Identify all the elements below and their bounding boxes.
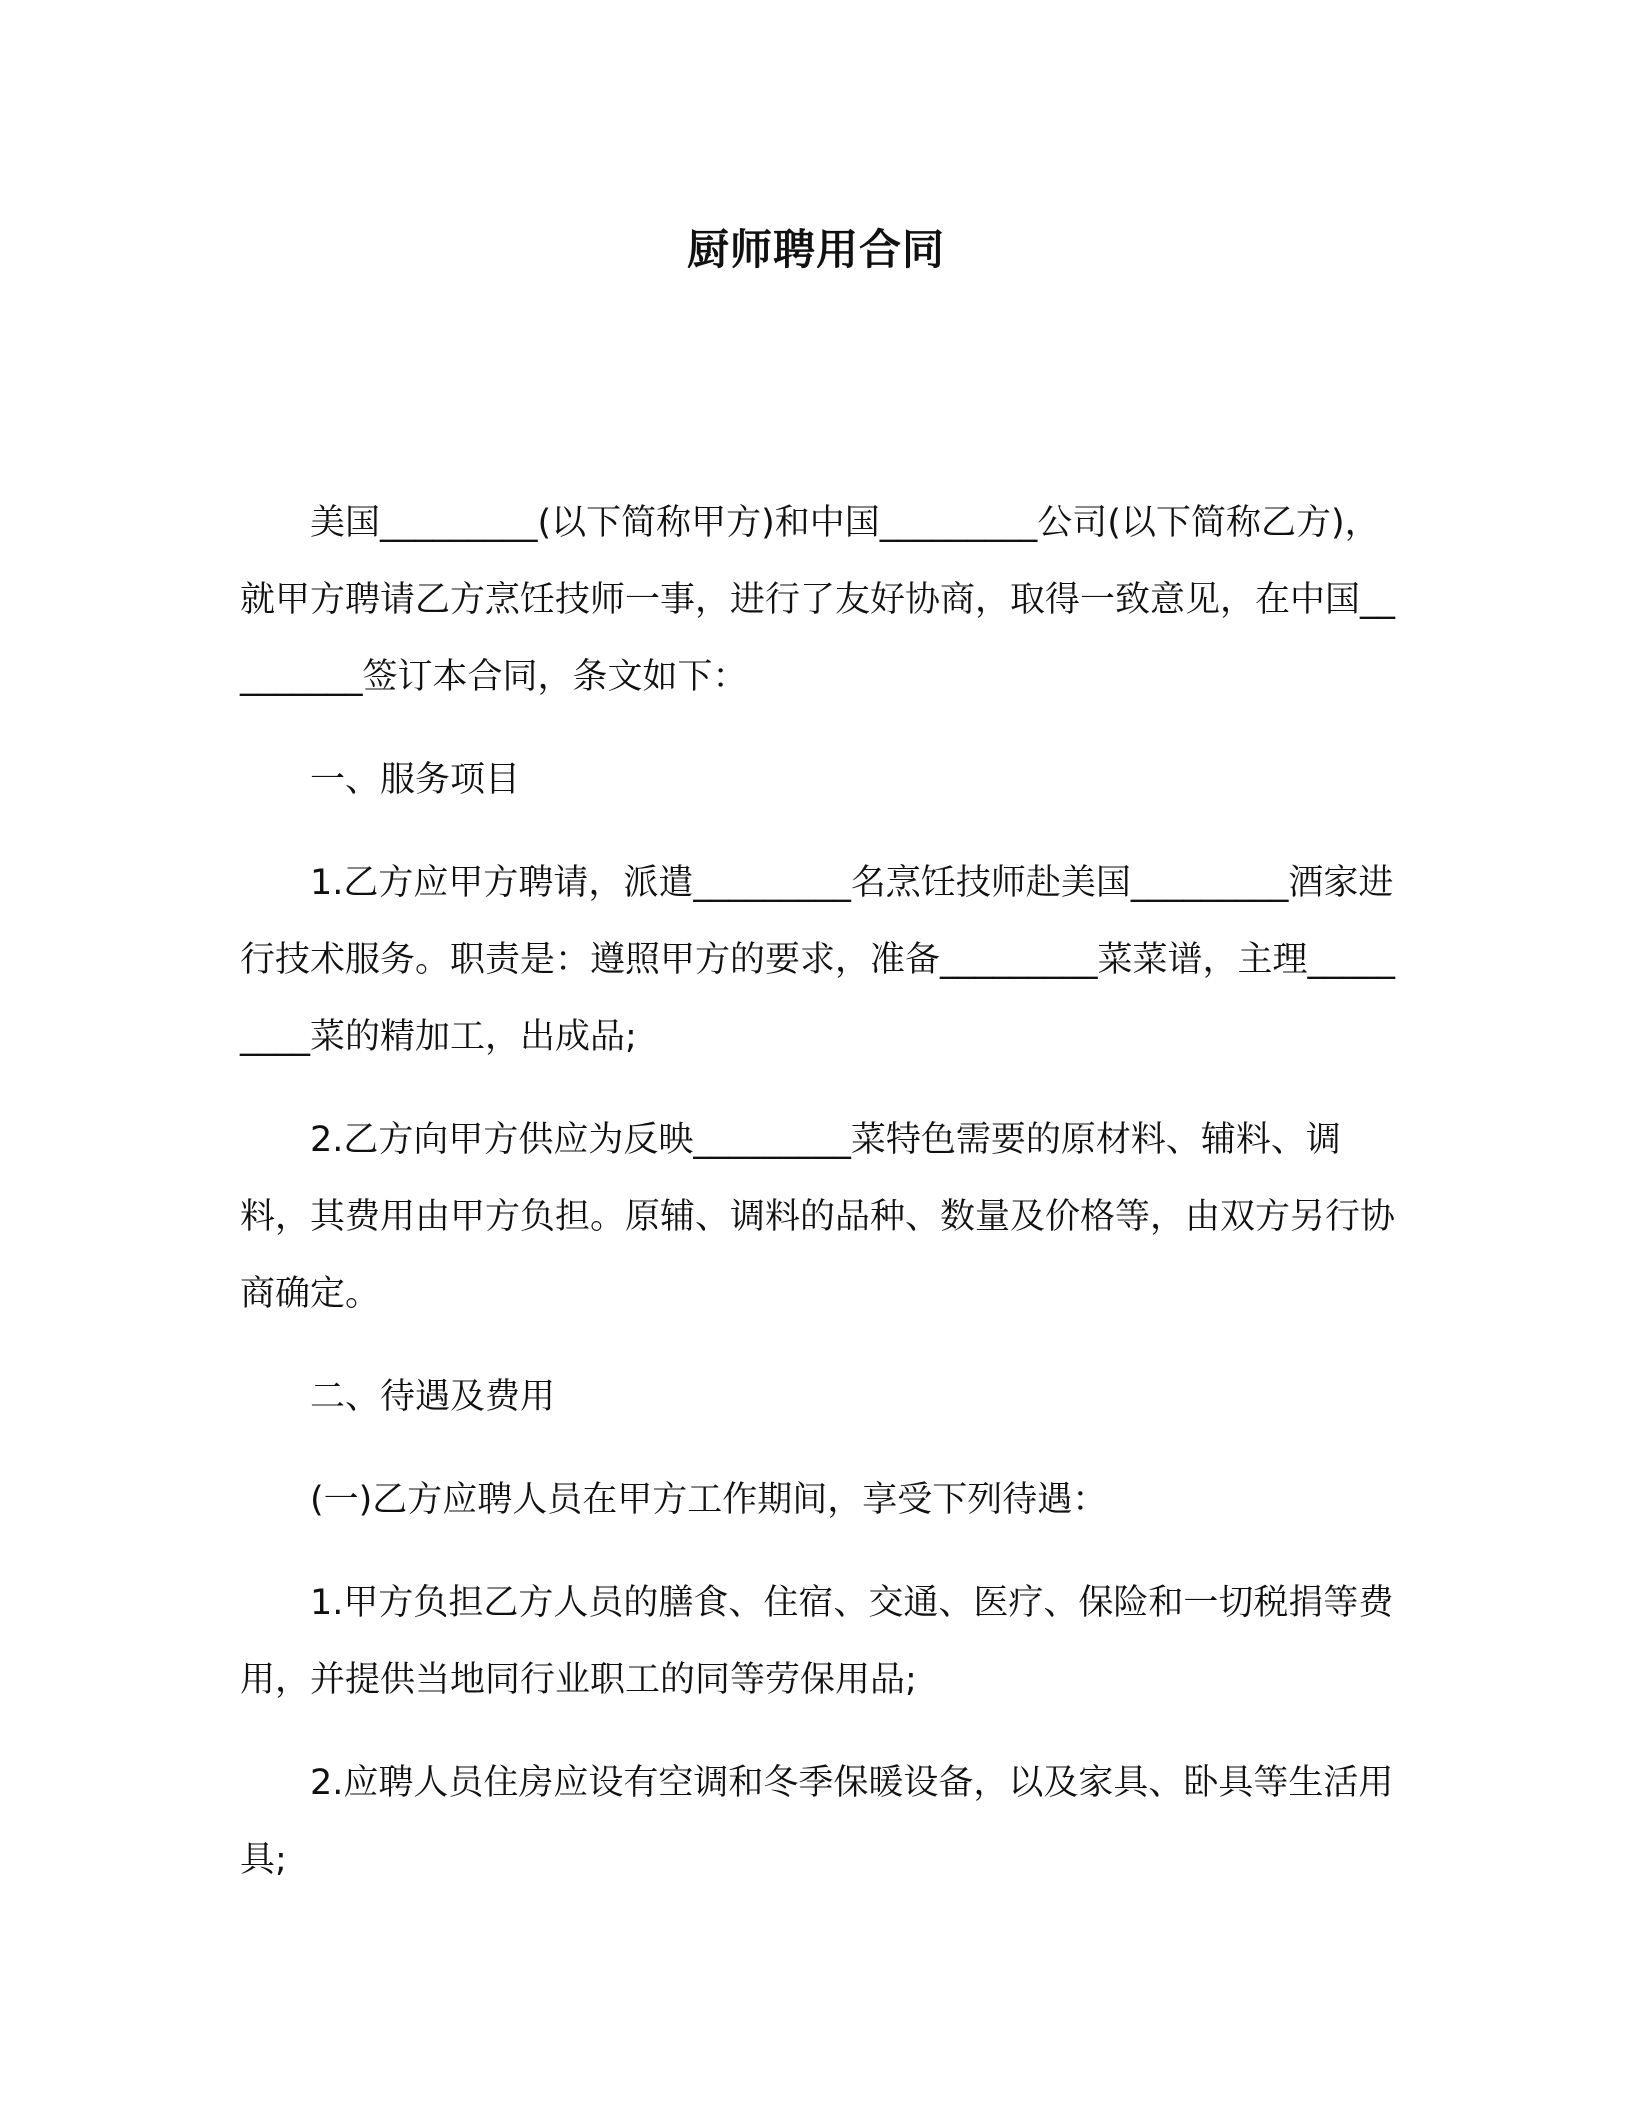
preamble-paragraph: 美国_________(以下简称甲方)和中国_________公司(以下简称乙方)，就甲方聘请乙方烹饪技师一事，进行了友好协商，取得一致意见，在中国_________签订本合同，条文如下： — [240, 503, 1396, 697]
document-body — [240, 485, 1400, 1925]
clause-paragraph: 2.乙方向甲方供应为反映_________菜特色需要的原材料、辅料、调料，其费用由甲方负担。原辅、调料的品种、数量及价格等，由双方另行协商确定。 — [240, 1120, 1396, 1314]
section-heading-services: 一、服务项目 — [310, 760, 521, 800]
clause-paragraph: 1.乙方应甲方聘请，派遣_________名烹饪技师赴美国_________酒家进行技术服务。职责是：遵照甲方的要求，准备_________菜菜谱，主理_________菜的精加工，出成品; — [240, 863, 1396, 1057]
subsection-paragraph: (一)乙方应聘人员在甲方工作期间，享受下列待遇： — [310, 1480, 1108, 1520]
section-heading-treatment: 二、待遇及费用 — [310, 1377, 556, 1417]
clause-paragraph: 2.应聘人员住房应设有空调和冬季保暖设备，以及家具、卧具等生活用具; — [240, 1763, 1394, 1880]
clause-paragraph: 1.甲方负担乙方人员的膳食、住宿、交通、医疗、保险和一切税捐等费用，并提供当地同行业职工的同等劳保用品; — [240, 1583, 1394, 1700]
document-title: 厨师聘用合同 — [686, 225, 945, 274]
